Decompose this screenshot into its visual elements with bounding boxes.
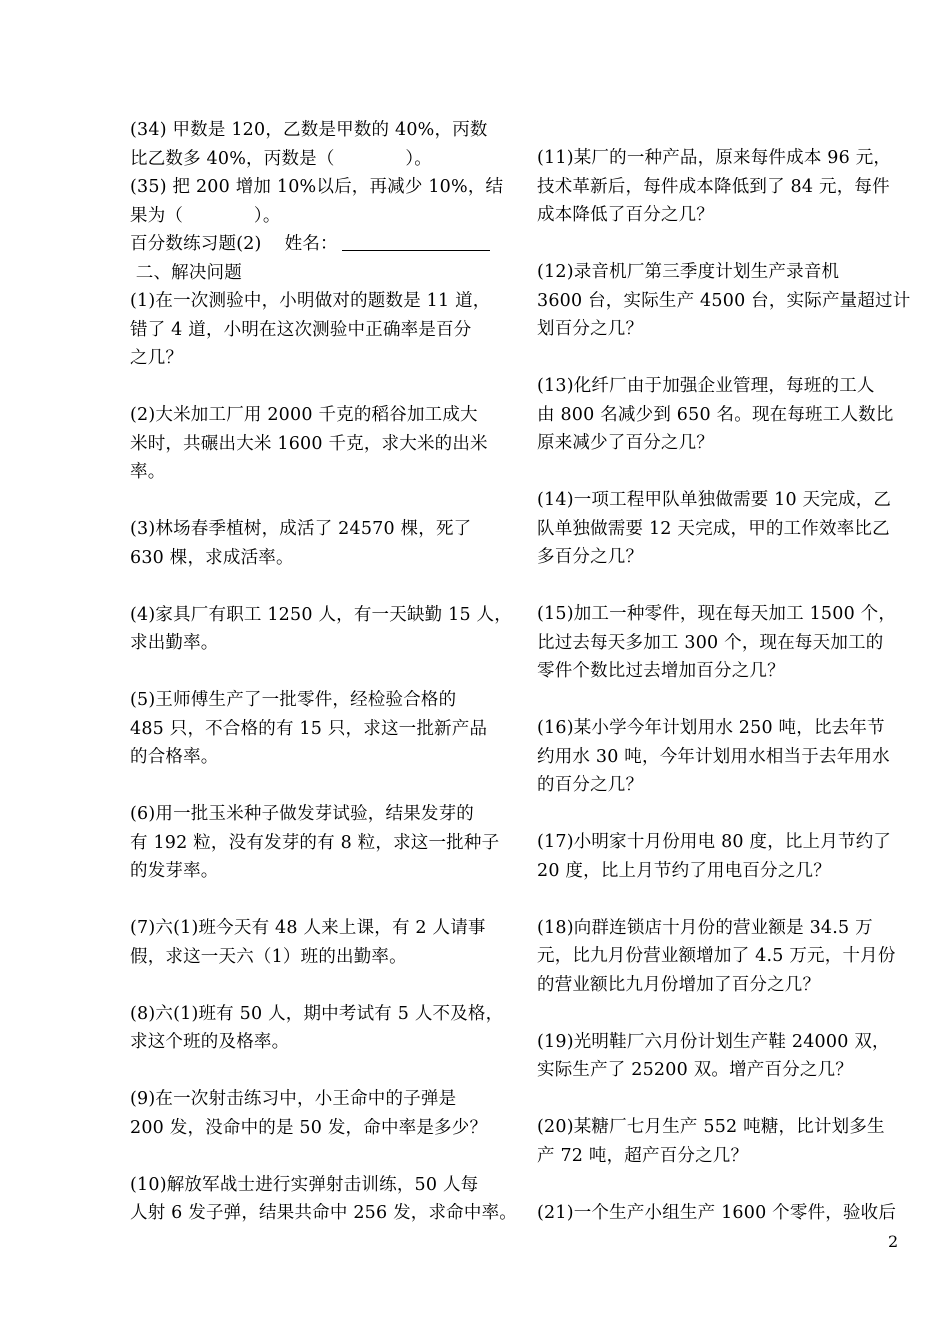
problem-line: 的发芽率。 (130, 861, 219, 881)
problem-line: 的合格率。 (130, 747, 219, 767)
problem-line: (17)小明家十月份用电 80 度，比上月节约了 (537, 832, 892, 852)
spacer (537, 230, 903, 259)
problem-line: (12)录音机厂第三季度计划生产录音机 (537, 262, 840, 282)
problem-item (130, 1000, 502, 1057)
problem-line: (14)一项工程甲队单独做需要 10 天完成，乙 (537, 490, 892, 510)
problem-item (537, 258, 911, 344)
problem-line: (21)一个生产小组生产 1600 个零件，验收后 (537, 1202, 897, 1223)
problem-line: (9)在一次射击练习中，小王命中的子弹是 (130, 1089, 457, 1109)
problem-line: 485 只，不合格的有 15 只，求这一批新产品 (130, 718, 488, 739)
spacer (130, 1057, 502, 1086)
problem-line: (8)六(1)班有 50 人，期中考试有 5 人不及格， (130, 1003, 504, 1024)
problem-list (130, 287, 517, 1228)
left-column (130, 116, 517, 1228)
right-column (537, 144, 911, 1227)
problem-item (130, 401, 502, 487)
spacer (537, 999, 903, 1028)
problem-line: 求出勤率。 (130, 633, 219, 653)
problem-item (537, 372, 903, 458)
problem-item (130, 686, 502, 772)
problem-line: 元，比九月份营业额增加了 4.5 万元，十月份 (537, 946, 896, 966)
problem-line: 求这个班的及格率。 (130, 1032, 290, 1052)
problem-line: (18)向群连锁店十月份的营业额是 34.5 万 (537, 917, 873, 938)
spacer (130, 772, 502, 801)
problem-item (130, 515, 502, 572)
spacer (130, 373, 502, 402)
problem-item (537, 1028, 903, 1085)
problem-line: 630 棵，求成活率。 (130, 547, 294, 568)
spacer (537, 1170, 903, 1199)
problem-line: 原来减少了百分之几？ (537, 433, 714, 453)
problem-line: (10)解放军战士进行实弹射击训练，50 人每 (130, 1174, 479, 1195)
spacer (537, 686, 903, 715)
problem-line: (4)家具厂有职工 1250 人，有一天缺勤 15 人， (130, 604, 512, 625)
problem-line: 200 发，没命中的是 50 发，命中率是多少？ (130, 1117, 488, 1138)
problem-item (537, 828, 903, 885)
problem-line: 实际生产了 25200 双。增产百分之几？ (537, 1060, 853, 1080)
problem-line: 零件个数比过去增加百分之几？ (537, 661, 785, 681)
text-line: 果为（ ）。 (130, 205, 281, 226)
spacer (130, 658, 502, 687)
problem-line: 率。 (130, 462, 166, 482)
problem-item (537, 1113, 903, 1170)
problem-line: 队单独做需要 12 天完成，甲的工作效率比乙 (537, 518, 890, 539)
problem-line: 划百分之几？ (537, 319, 644, 339)
problem-line: (2)大米加工厂用 2000 千克的稻谷加工成大 (130, 405, 478, 425)
spacer (130, 487, 502, 516)
problem-line: (7)六(1)班今天有 48 人来上课，有 2 人请事 (130, 918, 486, 938)
problem-line: 20 度，比上月节约了用电百分之几？ (537, 860, 831, 881)
spacer (130, 886, 502, 915)
problem-line: 由 800 名减少到 650 名。现在每班工人数比 (537, 404, 894, 425)
problem-item (130, 1171, 517, 1228)
problem-line: (3)林场春季植树，成活了 24570 棵，死了 (130, 519, 472, 539)
spacer (537, 344, 903, 373)
name-label: 姓名： (284, 234, 338, 254)
problem-line: (1)在一次测验中，小明做对的题数是 11 道， (130, 291, 491, 311)
problem-line: (5)王师傅生产了一批零件，经检验合格的 (130, 690, 457, 710)
problem-item (130, 800, 502, 886)
problem-line: 米时，共碾出大米 1600 千克，求大米的出米 (130, 433, 488, 454)
problem-line: (11)某厂的一种产品，原来每件成本 96 元， (537, 148, 892, 168)
problem-item (130, 1085, 502, 1142)
spacer (130, 971, 502, 1000)
problem-line: 的营业额比九月份增加了百分之几？ (537, 974, 821, 995)
problem-item (537, 914, 903, 1000)
spacer (537, 800, 903, 829)
problem-line: 错了 4 道，小明在这次测验中正确率是百分 (130, 319, 472, 340)
problem-line: 成本降低了百分之几？ (537, 205, 714, 225)
fill-in-problems (130, 116, 502, 230)
problem-line: (19)光明鞋厂六月份计划生产鞋 24000 双， (537, 1031, 890, 1052)
text-line: (35) 把 200 增加 10%以后，再减少 10%，结 (130, 177, 504, 197)
problem-line: 假，求这一天六（1）班的出勤率。 (130, 946, 407, 967)
problem-item (130, 601, 512, 658)
problem-item (537, 144, 903, 230)
problem-line: (16)某小学今年计划用水 250 吨，比去年节 (537, 718, 885, 738)
page-number: 2 (888, 1232, 899, 1251)
spacer (537, 1085, 903, 1114)
spacer (537, 885, 903, 914)
name-blank (342, 230, 490, 251)
spacer (130, 1142, 502, 1171)
problem-item (537, 600, 903, 686)
problem-item (537, 486, 903, 572)
problem-item (130, 287, 502, 373)
text-line: 比乙数多 40%，丙数是（ ）。 (130, 148, 433, 169)
worksheet-title: 百分数练习题(2) (130, 234, 262, 254)
spacer (130, 572, 502, 601)
problem-line: 多百分之几？ (537, 547, 644, 567)
problem-item (537, 1199, 903, 1228)
problem-line: (15)加工一种零件，现在每天加工 1500 个， (537, 604, 897, 624)
title-row (130, 230, 502, 259)
problem-line: (13)化纤厂由于加强企业管理，每班的工人 (537, 376, 875, 396)
problem-line: 的百分之几？ (537, 775, 644, 795)
problem-line: 约用水 30 吨，今年计划用水相当于去年用水 (537, 746, 890, 767)
problem-line: (20)某糖厂七月生产 552 吨糖，比计划多生 (537, 1117, 885, 1137)
problem-line: 3600 台，实际生产 4500 台，实际产量超过计 (537, 290, 911, 311)
problem-line: 人射 6 发子弹，结果共命中 256 发，求命中率。 (130, 1203, 517, 1223)
problem-line: (6)用一批玉米种子做发芽试验，结果发芽的 (130, 804, 474, 824)
spacer (537, 458, 903, 487)
section-heading: 二、解决问题 (130, 262, 242, 283)
problem-line: 之几？ (130, 348, 184, 368)
problem-line: 产 72 吨，超产百分之几？ (537, 1145, 749, 1166)
problem-list (537, 144, 911, 1227)
problem-item (130, 914, 502, 971)
spacer (537, 572, 903, 601)
problem-line: 有 192 粒，没有发芽的有 8 粒，求这一批种子 (130, 832, 500, 853)
problem-line: 比过去每天多加工 300 个，现在每天加工的 (537, 632, 884, 653)
problem-line: 技术革新后，每件成本降低到了 84 元，每件 (537, 176, 890, 197)
text-line: (34) 甲数是 120，乙数是甲数的 40%，丙数 (130, 120, 488, 140)
problem-item (537, 714, 903, 800)
